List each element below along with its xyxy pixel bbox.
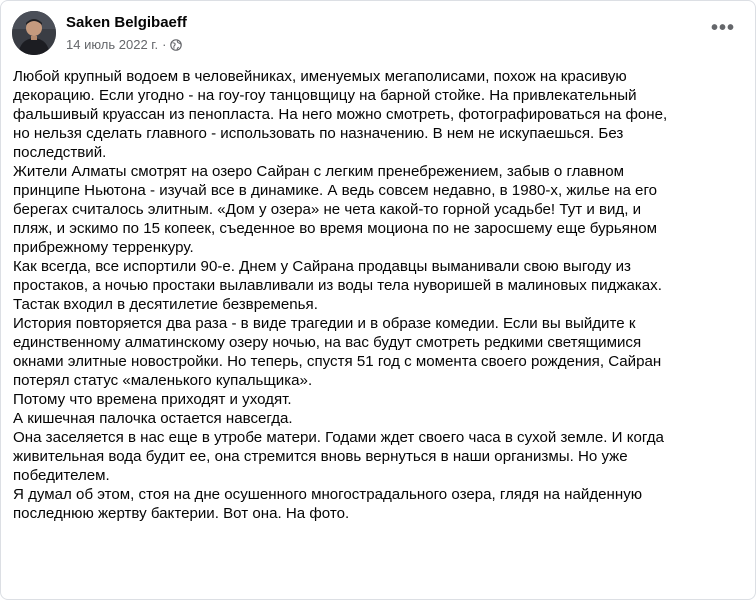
author-name[interactable]: Saken Belgibaeff <box>66 14 187 31</box>
post-text-line: Потому что времена приходят и уходят. <box>13 391 292 408</box>
post-text-line: но нельзя сделать главного - использовать по назначению. В нем не искупаешься. Без <box>13 125 624 142</box>
post-text <box>13 67 741 523</box>
post-text-line: декорацию. Если угодно - на гоу-гоу танцовщицу на барной стойке. На привлекательный <box>13 87 637 104</box>
post-text-line: А кишечная палочка остается навсегда. <box>13 410 293 427</box>
author-avatar[interactable] <box>12 11 56 55</box>
post-text-line: Она заселяется в нас еще в утробе матери. Годами ждет своего часа в сухой земле. И когда <box>13 429 664 446</box>
post-text-line: Тастак входил в десятилетие безвремenья. <box>13 296 318 313</box>
meta-separator: · <box>162 37 167 52</box>
post-text-line: последнюю жертву бактерии. Вот она. На фото. <box>13 505 350 522</box>
post-text-line: фальшивый круассан из пенопласта. На него можно смотреть, фотографироваться на фоне, <box>13 106 668 123</box>
post-text-line: потерял статус «маленького купальщика». <box>13 372 313 389</box>
post-text-line: пляж, и эскимо по 15 копеек, съеденное во время моциона по не заросшему еще бурьяном <box>13 220 658 237</box>
post-date[interactable]: 14 июль 2022 г. <box>66 37 159 52</box>
post-meta <box>66 37 182 52</box>
post-text-line: простаков, а ночью простаки вылавливали из воды тела нуворишей в малиновых пиджаках. <box>13 277 662 294</box>
profile-photo-icon <box>12 11 56 55</box>
post-text-line: единственному алматинскому озеру ночью, на вас будут смотреть редкими светящимися <box>13 334 642 351</box>
more-options-button[interactable]: ••• <box>710 16 735 39</box>
post-text-line: Любой крупный водоем в человейниках, именуемых мегаполисами, похож на красивую <box>13 68 627 85</box>
post-header <box>12 11 741 61</box>
post-text-line: окнами элитные новостройки. Но теперь, спустя 51 год с момента своего рождения, Сайран <box>13 353 662 370</box>
post-text-line: Я думал об этом, стоя на дне осушенного многострадального озера, глядя на найденную <box>13 486 643 503</box>
post-text-line: берегах считалось элитным. «Дом у озера» не чета какой-то горной усадьбе! Тут и вид, и <box>13 201 642 218</box>
post-text-line: последствий. <box>13 144 107 161</box>
post-text-line: Как всегда, все испортили 90-е. Днем у Сайрана продавцы выманивали свою выгоду из <box>13 258 631 275</box>
post-text-line: Жители Алматы смотрят на озеро Сайран с легким пренебрежением, забыв о главном <box>13 163 624 180</box>
post-text-line: прибрежному терренкуру. <box>13 239 194 256</box>
post-text-line: принципе Ньютона - изучай все в динамике. А ведь совсем недавно, в 1980-х, жилье на его <box>13 182 658 199</box>
globe-icon <box>170 39 182 51</box>
post-text-line: живительная вода будит ее, она стремится вновь вернуться в наши организмы. Но уже <box>13 448 628 465</box>
post-text-line: История повторяется два раза - в виде трагедии и в образе комедии. Если вы выйдите к <box>13 315 636 332</box>
post-text-line: победителем. <box>13 467 110 484</box>
